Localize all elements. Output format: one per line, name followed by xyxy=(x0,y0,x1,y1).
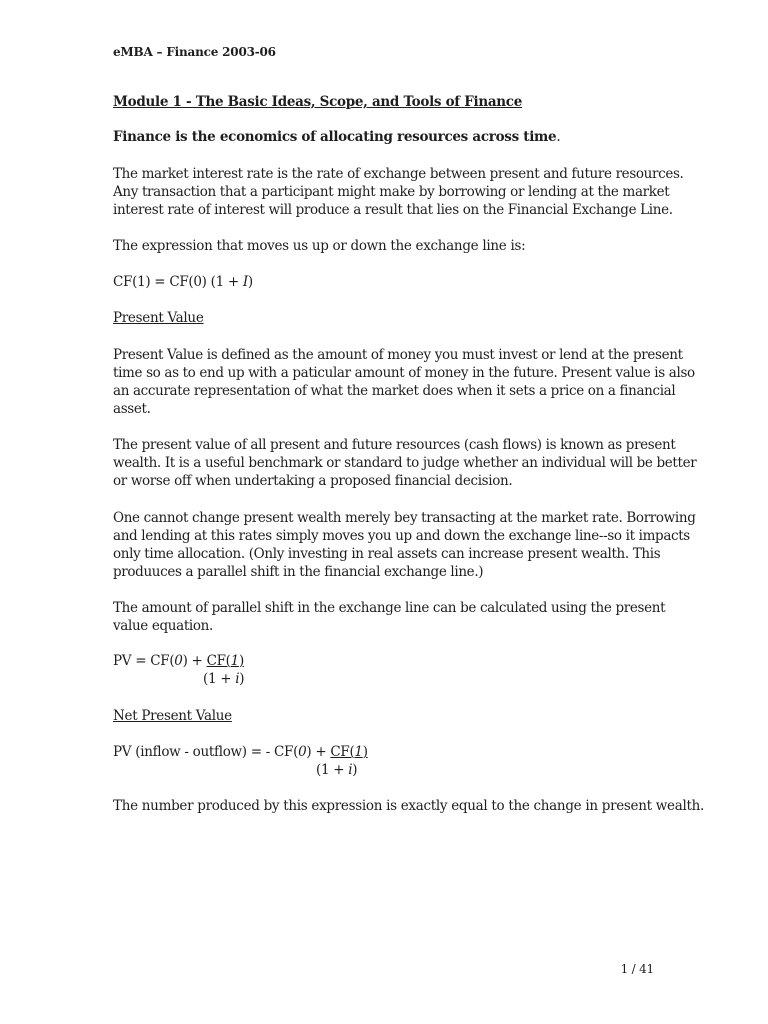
formula-npv-denominator xyxy=(316,762,357,778)
formula-pv-denominator xyxy=(203,671,244,687)
paragraph-line: The market interest rate is the rate of exchange between present and future resources. xyxy=(113,166,684,182)
formula-pv xyxy=(113,653,244,669)
formula-pv-den-prefix: (1 + xyxy=(203,671,236,687)
formula-pv-num-prefix: CF( xyxy=(206,653,231,669)
formula-pv-mid: ) + xyxy=(182,653,207,669)
document-header: eMBA – Finance 2003-06 xyxy=(113,45,276,59)
formula-pv-numerator xyxy=(207,653,244,669)
formula-pv-den-var: i xyxy=(235,671,240,687)
formula-npv-zero: 0 xyxy=(298,744,307,760)
lead-period: . xyxy=(556,129,561,145)
page-number: 1 / 41 xyxy=(620,962,654,976)
formula-npv-num-prefix: CF( xyxy=(330,744,355,760)
formula-cf1 xyxy=(113,274,253,290)
paragraph-present-wealth xyxy=(113,436,697,490)
formula-pv-den-suffix: ) xyxy=(239,671,245,687)
lead-bold-text: Finance is the economics of allocating resources across time xyxy=(113,129,557,145)
paragraph-line: an accurate representation of what the market does when it sets a price on a financial xyxy=(113,383,676,399)
formula-npv-den-var: i xyxy=(348,762,353,778)
formula-pv-num-var: 1 xyxy=(230,653,239,669)
paragraph-line: time so as to end up with a paticular amount of money in the future. Present value is also xyxy=(113,365,695,381)
paragraph-conclusion: The number produced by this expression is exactly equal to the change in present wealth. xyxy=(113,798,704,814)
paragraph-line: or worse off when undertaking a proposed financial decision. xyxy=(113,473,513,489)
paragraph-expression-intro: The expression that moves us up or down the exchange line is: xyxy=(113,238,526,254)
paragraph-line: and lending at this rates simply moves you up and down the exchange line--so it impacts xyxy=(113,528,690,544)
paragraph-market-rate xyxy=(113,165,684,219)
formula-npv-num-var: 1 xyxy=(354,744,363,760)
formula-npv-den-suffix: ) xyxy=(352,762,358,778)
formula-npv-den-prefix: (1 + xyxy=(316,762,349,778)
paragraph-line: asset. xyxy=(113,401,151,417)
formula-pv-num-suffix: ) xyxy=(238,653,244,669)
formula-npv-lhs: PV (inflow - outflow) = - CF( xyxy=(113,744,299,760)
paragraph-line: wealth. It is a useful benchmark or standard to judge whether an individual will be better xyxy=(113,455,697,471)
lead-sentence xyxy=(113,129,560,145)
formula-cf1-suffix: ) xyxy=(247,274,253,290)
formula-pv-zero: 0 xyxy=(174,653,183,669)
formula-cf1-prefix: CF(1) = CF(0) (1 + xyxy=(113,274,243,290)
formula-npv-mid: ) + xyxy=(306,744,331,760)
paragraph-line: Present Value is defined as the amount of money you must invest or lend at the present xyxy=(113,347,683,363)
module-title: Module 1 - The Basic Ideas, Scope, and Tools of Finance xyxy=(113,94,523,110)
formula-pv-lhs: PV = CF( xyxy=(113,653,175,669)
paragraph-line: The amount of parallel shift in the exchange line can be calculated using the present xyxy=(113,600,666,616)
paragraph-line: produuces a parallel shift in the financial exchange line.) xyxy=(113,564,484,580)
formula-npv xyxy=(113,744,368,760)
paragraph-line: interest rate of interest will produce a result that lies on the Financial Exchange Line. xyxy=(113,202,673,218)
paragraph-line: Any transaction that a participant might make by borrowing or lending at the market xyxy=(113,184,670,200)
formula-cf1-var: I xyxy=(242,274,248,290)
formula-npv-num-suffix: ) xyxy=(362,744,368,760)
formula-npv-numerator xyxy=(330,744,367,760)
heading-present-value: Present Value xyxy=(113,310,204,326)
paragraph-line: The present value of all present and future resources (cash flows) is known as present xyxy=(113,437,676,453)
paragraph-line: value equation. xyxy=(113,618,213,634)
paragraph-pv-definition xyxy=(113,346,695,418)
paragraph-parallel-shift xyxy=(113,599,673,635)
paragraph-change-wealth xyxy=(113,509,696,581)
paragraph-line: only time allocation. (Only investing in real assets can increase present wealth. This xyxy=(113,546,661,562)
heading-net-present-value: Net Present Value xyxy=(113,708,232,724)
paragraph-line: One cannot change present wealth merely bey transacting at the market rate. Borrowing xyxy=(113,510,696,526)
